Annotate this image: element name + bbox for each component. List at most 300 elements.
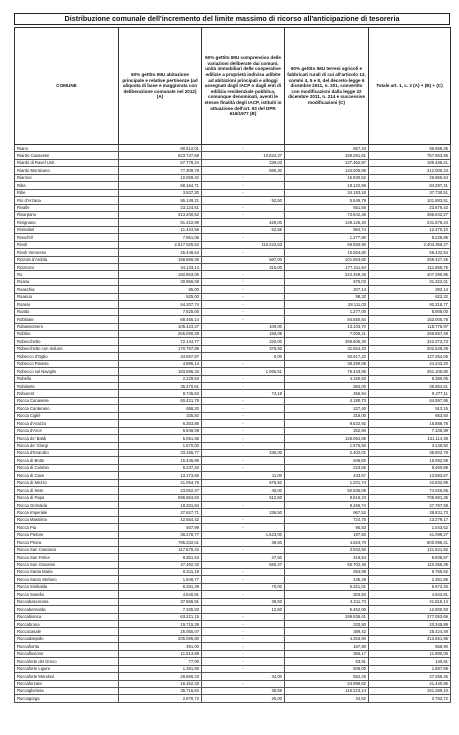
cell-col-b: 236,50 [202,509,285,516]
cell-col-c: 69.550,90 [285,241,369,248]
cell-comune: Rocca Susella [15,591,119,598]
cell-col-b: - [202,397,285,404]
cell-comune: Rizzola d'Ardola [15,256,119,263]
table-row [15,383,451,390]
cell-col-a: 19.715,39 [119,621,202,628]
cell-col-c: 34.193,18 [285,189,369,196]
cell-comune: Rio d'Arzana [15,197,119,204]
cell-col-b: - [202,568,285,575]
cell-comune: Rivinabel [15,226,119,233]
cell-total: 41.816,14 [369,598,451,605]
cell-col-c: 4.150,53 [285,375,369,382]
cell-col-c: 9.532,92 [285,420,369,427]
cell-col-a: 6.353,86 [119,420,202,427]
cell-comune: Riardo Canavese [15,152,119,159]
table-header [15,28,451,145]
cell-col-b: 35,58 [202,687,285,694]
table-body [15,145,451,703]
header-col-c: 50% gettito IMU terreni agricoli e fabbricati rurali di cui all'articolo 13, commi 4, 5 e 8, del decreto-legge 6 dicembre 2011, n. 201, convertito con modificazioni dalla legge 22 dicembre 2011, n. 214 e successive modificazioni (C) [285,28,369,145]
cell-col-c: 456,94 [285,390,369,397]
cell-col-c: 724,75 [285,516,369,523]
cell-col-c: 5.452,00 [285,606,369,613]
table-row [15,539,451,546]
cell-comune: Roascio [15,293,119,300]
cell-col-a: 117.676,42 [119,546,202,553]
distribution-table [14,27,451,703]
cell-col-b: 11,00 [202,472,285,479]
cell-col-b: 576,50 [202,479,285,486]
cell-col-b: 74,18 [202,390,285,397]
cell-col-a: 4.895,14 [119,360,202,367]
cell-col-a: 947,99 [119,524,202,531]
table-row [15,546,451,553]
cell-col-c: 73.642,46 [285,211,369,218]
cell-total: 259.427,25 [369,256,451,263]
cell-col-c: 435,29 [285,576,369,583]
table-row [15,412,451,419]
cell-col-c: 4.180,73 [285,397,369,404]
table-row [15,531,451,538]
cell-total: 110.355,39 [369,561,451,568]
cell-comune: Roccabianca [15,613,119,620]
cell-col-a: 34.133,14 [119,264,202,271]
cell-col-b: - [202,405,285,412]
cell-col-c: 333,50 [285,621,369,628]
cell-col-b: 92,50 [202,197,285,204]
cell-total: 2.792,72 [369,695,451,702]
cell-comune: Roburent [15,390,119,397]
cell-total: 407.390,96 [369,271,451,278]
table-row [15,182,451,189]
cell-total: 23.676,42 [369,204,451,211]
table-row [15,353,451,360]
cell-comune: Robassomero [15,323,119,330]
cell-col-a: 12.554,42 [119,516,202,523]
cell-col-c: 657,34 [285,145,369,152]
cell-col-b: - [202,211,285,218]
cell-col-c: 34,52 [285,695,369,702]
cell-total: 38.831,73 [369,509,451,516]
cell-col-a: 6.511,19 [119,568,202,575]
cell-comune: Robbio [15,330,119,337]
cell-col-c: 303,50 [285,591,369,598]
cell-total: 9.277,11 [369,390,451,397]
table-row [15,293,451,300]
cell-comune: Rocca San Giovanni [15,561,119,568]
cell-total: 800.096,21 [369,539,451,546]
cell-col-a: 6.846,09 [119,427,202,434]
cell-comune: Robilante [15,383,119,390]
cell-total: 15.886,78 [369,420,451,427]
cell-col-a: 30.956,08 [119,278,202,285]
cell-col-c: 19.122,69 [285,182,369,189]
cell-col-c: 1.201,74 [285,479,369,486]
cell-col-b: - [202,457,285,464]
cell-col-b: - [202,271,285,278]
cell-col-a: 5.051,58 [119,435,202,442]
cell-col-b: 34,00 [202,673,285,680]
cell-total: 212.005,43 [369,167,451,174]
table-row [15,278,451,285]
cell-total: 1.897,59 [369,665,451,672]
cell-col-b: 320,00 [202,338,285,345]
cell-col-c: 394,00 [285,383,369,390]
cell-col-b: - [202,301,285,308]
header-total: Totale art. 1, c. 2 (A) + (B) + (C) [369,28,451,145]
table-row [15,330,451,337]
cell-col-b: - [202,360,285,367]
cell-col-c: 506,00 [285,665,369,672]
cell-col-a: 3.537,30 [119,189,202,196]
cell-col-c: 76.443,95 [285,368,369,375]
table-row [15,583,451,590]
cell-col-c: 65.702,46 [285,561,369,568]
cell-col-a: 7.335,93 [119,606,202,613]
cell-col-c: 433,67 [285,472,369,479]
cell-col-b: 39,50 [202,539,285,546]
cell-col-a: 25.055,07 [119,628,202,635]
table-row [15,219,451,226]
cell-col-b: 239,03 [202,159,285,166]
cell-col-c: 1.576,50 [285,442,369,449]
cell-col-c: 9.465,74 [285,502,369,509]
table-row [15,234,451,241]
table-row [15,174,451,181]
table-row [15,405,451,412]
cell-col-a: 491,00 [119,643,202,650]
cell-col-a: 23.052,47 [119,487,202,494]
cell-total: 2.381,86 [369,576,451,583]
cell-col-a: 41.054,75 [119,479,202,486]
cell-col-c: 167,90 [285,643,369,650]
cell-col-a: 183.596,34 [119,368,202,375]
cell-col-c: 1.277,00 [285,308,369,315]
table-row [15,502,451,509]
cell-col-a: 95.149,21 [119,197,202,204]
cell-total: 2.404.356,27 [369,241,451,248]
cell-total: 25.424,49 [369,628,451,635]
cell-total: 322.372,73 [369,338,451,345]
cell-col-c: 646,60 [285,457,369,464]
table-row [15,390,451,397]
cell-col-a: 6.281,39 [119,583,202,590]
cell-col-c: 4.211,73 [285,598,369,605]
cell-col-a: 2.678,72 [119,695,202,702]
cell-total: 16.092,59 [369,457,451,464]
cell-total: 44.243,20 [369,360,451,367]
cell-total: 386.842,27 [369,211,451,218]
table-row [15,472,451,479]
cell-total: 101.883,51 [369,197,451,204]
table-row [15,226,451,233]
cell-col-b: 40,00 [202,487,285,494]
cell-col-a: 9.237,33 [119,464,202,471]
cell-total: 11.880,06 [369,650,451,657]
cell-comune: Riarone [15,174,119,181]
cell-col-a: 77.309,78 [119,167,202,174]
table-row [15,211,451,218]
cell-comune: Rocca de' Baldi [15,435,119,442]
cell-total: 20.345,89 [369,621,451,628]
cell-col-c: 149.125,40 [285,219,369,226]
cell-col-b: - [202,249,285,256]
cell-col-b: 39,50 [202,598,285,605]
table-row [15,427,451,434]
cell-col-b: - [202,643,285,650]
cell-col-b: 100,00 [202,323,285,330]
cell-col-b: 70,00 [202,583,285,590]
table-row [15,271,451,278]
cell-col-c: 551,56 [285,204,369,211]
cell-col-c: 126.062,86 [285,435,369,442]
cell-col-c: 28.111,03 [285,301,369,308]
cell-col-b: - [202,278,285,285]
cell-col-a: 38.278,77 [119,531,202,538]
table-row [15,301,451,308]
cell-col-a: 33.165,77 [119,449,202,456]
table-row [15,435,451,442]
table-row [15,204,451,211]
cell-comune: Rocca di Cambio [15,464,119,471]
cell-comune: Rocca San Felice [15,554,119,561]
cell-col-b: - [202,464,285,471]
cell-col-b: - [202,613,285,620]
cell-total: 231.878,24 [369,219,451,226]
cell-col-b: - [202,502,285,509]
cell-col-a: 156.866,05 [119,256,202,263]
cell-col-c: 984,74 [285,226,369,233]
cell-comune: Riano [15,145,119,152]
cell-col-c: 552,25 [285,673,369,680]
cell-col-a: 37.627,71 [119,509,202,516]
cell-total: 213.551,86 [369,635,451,642]
cell-total: 4.943,91 [369,591,451,598]
table-row [15,375,451,382]
cell-col-c: 169.281,61 [285,152,369,159]
cell-total: 56.432,54 [369,249,451,256]
cell-col-b: - [202,665,285,672]
cell-total: 13.279,17 [369,516,451,523]
cell-col-c: 224.459,25 [285,271,369,278]
table-row [15,687,451,694]
table-row [15,152,451,159]
cell-comune: Roccacasale [15,628,119,635]
cell-col-a: 72.144,77 [119,338,202,345]
cell-total: 623,32 [369,293,451,300]
table-row [15,613,451,620]
cell-total: 185.486,21 [369,159,451,166]
cell-comune: Rocca Pietore [15,531,119,538]
table-title: Distribuzione comunale dell'incremento del limite massimo di ricorso all'anticipazione di tesoreria [14,13,450,25]
cell-col-a: 7.625,00 [119,308,202,315]
cell-col-c: 115.223,14 [285,687,369,694]
header-row [15,28,451,145]
cell-col-a: 795.332,01 [119,539,202,546]
table-row [15,509,451,516]
cell-total: 74.025,56 [369,487,451,494]
cell-comune: Roccabernarda [15,606,119,613]
cell-total: 41.440,95 [369,680,451,687]
cell-comune: Roaschia [15,286,119,293]
cell-col-a: 37.565,91 [119,598,202,605]
cell-col-b: 376,50 [202,345,285,352]
cell-col-c: 318,00 [285,412,369,419]
cell-total: 31.322,01 [369,278,451,285]
cell-col-a: 1.570,00 [119,442,202,449]
cell-total: 202.548,28 [369,345,451,352]
cell-comune: Roccagloriosa [15,687,119,694]
cell-col-c: 92.617,22 [285,353,369,360]
cell-total: 8.905,00 [369,308,451,315]
cell-col-b: - [202,375,285,382]
cell-col-b: - [202,442,285,449]
table-row [15,561,451,568]
cell-comune: Rivarpano [15,211,119,218]
table-row [15,591,451,598]
cell-col-a: 15.445,99 [119,457,202,464]
header-col-a: 50% gettito IMU abitazione principale e relative pertinenze (ad aliquota di base e maggiorata con deliberazione comunale nel 2012) (A) [119,28,202,145]
cell-col-a: 623.747,68 [119,152,202,159]
cell-comune: Roccaforte Ligure [15,665,119,672]
cell-col-b: 37,50 [202,554,285,561]
cell-comune: Riardo di Ravel Unit [15,159,119,166]
cell-col-b: - [202,308,285,315]
cell-col-b: - [202,234,285,241]
cell-total: 6.380,06 [369,375,451,382]
table-row [15,635,451,642]
table-row [15,628,451,635]
cell-total: 121.621,92 [369,546,451,553]
cell-comune: Rivignano [15,219,119,226]
cell-comune: Roccaforte Mondovì [15,673,119,680]
cell-col-b: - [202,546,285,553]
cell-total: 41.099,27 [369,531,451,538]
header-comune: COMUNE [15,28,119,145]
cell-col-a: 182.863,05 [119,271,202,278]
cell-col-b: 159,08 [202,330,285,337]
cell-col-a: 63.221,15 [119,613,202,620]
cell-total: 261.106,80 [369,368,451,375]
cell-comune: Riardo Monticano [15,167,119,174]
cell-col-b: - [202,383,285,390]
cell-col-a: 45.448,54 [119,249,202,256]
cell-col-a: 91.422,99 [119,219,202,226]
cell-col-b: - [202,628,285,635]
cell-col-b: - [202,576,285,583]
cell-comune: Roasio [15,301,119,308]
cell-total: 653,50 [369,412,451,419]
table-row [15,286,451,293]
cell-total: 266.557,49 [369,330,451,337]
table-row [15,695,451,702]
cell-col-c: 223,56 [285,464,369,471]
cell-col-a: 1.946,77 [119,576,202,583]
cell-col-c: 15.830,52 [285,174,369,181]
cell-col-b: - [202,316,285,323]
table-row [15,316,451,323]
cell-col-a: 2.229,53 [119,375,202,382]
cell-total: 42.832,99 [369,479,451,486]
cell-comune: Rocca d'Arce [15,427,119,434]
cell-total: 5.672,40 [369,583,451,590]
cell-total: 37.730,51 [369,189,451,196]
cell-comune: Rocca Canterano [15,405,119,412]
cell-col-c: 419,54 [285,554,369,561]
cell-comune: Rivalle [15,204,119,211]
cell-total: 211.855,75 [369,264,451,271]
cell-total: 64.597,95 [369,397,451,404]
table-row [15,189,451,196]
cell-comune: Rocca Sinibalda [15,583,119,590]
cell-comune: Rivoli [15,241,119,248]
cell-total: 95.558,35 [369,145,451,152]
cell-comune: Robbiate [15,316,119,323]
cell-col-c: 50.935,09 [285,487,369,494]
cell-col-a: 18.331,84 [119,502,202,509]
table-row [15,554,451,561]
table-row [15,494,451,501]
cell-col-b: - [202,650,285,657]
cell-col-c: 24.988,62 [285,680,369,687]
table-row [15,568,451,575]
cell-col-a: 35.715,84 [119,687,202,694]
cell-col-c: 134.005,88 [285,167,369,174]
cell-total: 757.663,96 [369,152,451,159]
cell-comune: Rocca Santa Maria [15,568,119,575]
cell-col-a: 23.124,51 [119,204,202,211]
cell-total: 9.460,89 [369,464,451,471]
cell-comune: Rocca d'Arazzo [15,420,119,427]
cell-total: 658,90 [369,643,451,650]
cell-col-b: - [202,145,285,152]
table-row [15,665,451,672]
cell-comune: Roana [15,278,119,285]
cell-comune: Rocca di Cave [15,472,119,479]
table-row [15,264,451,271]
cell-col-b: 25,00 [202,695,285,702]
cell-col-c: 3.942,50 [285,546,369,553]
cell-comune: Roccadaspide [15,635,119,642]
cell-col-b: - [202,189,285,196]
cell-col-c: 10.564,80 [285,249,369,256]
table-row [15,621,451,628]
cell-col-c: 259.605,30 [285,338,369,345]
cell-total: 131.114,38 [369,435,451,442]
cell-total: 27.266,45 [369,673,451,680]
cell-col-b: - [202,412,285,419]
cell-col-c: 2.402,01 [285,449,369,456]
cell-col-a: 8.351,53 [119,554,202,561]
cell-comune: Rizziconi [15,264,119,271]
cell-comune: Rocca Canavese [15,397,119,404]
cell-col-a: 11.513,89 [119,650,202,657]
cell-col-c: 389,42 [285,628,369,635]
cell-col-c: 177.311,64 [285,264,369,271]
cell-col-c: 63,91 [285,658,369,665]
cell-col-a: 10.069,42 [119,174,202,181]
cell-col-b: - [202,680,285,687]
cell-comune: Rocca de' Giorgi [15,442,119,449]
table-row [15,323,451,330]
cell-comune: Roccaforzata [15,680,119,687]
cell-total: 35.864,61 [369,383,451,390]
cell-comune: Rocca Imperiale [15,509,119,516]
cell-col-c: 676,03 [285,278,369,285]
cell-col-a: 4.640,81 [119,591,202,598]
table-row [15,524,451,531]
cell-col-a: 11.424,56 [119,226,202,233]
cell-col-c: 366,17 [285,650,369,657]
